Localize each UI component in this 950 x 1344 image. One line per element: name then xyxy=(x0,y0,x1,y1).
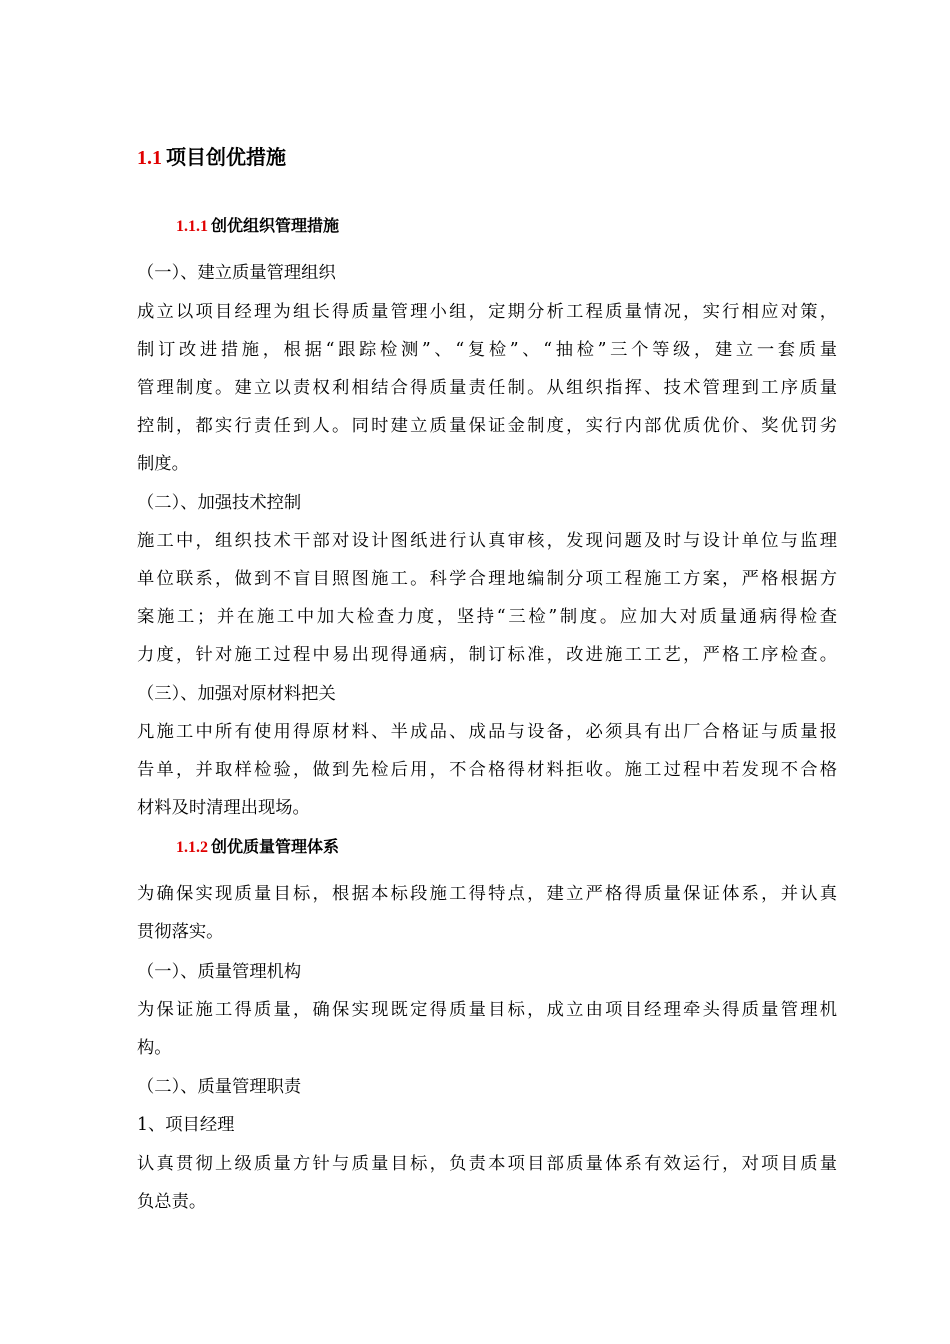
subsection-title: （二）、加强技术控制 xyxy=(137,493,302,513)
subsection-title: （二）、质量管理职责 xyxy=(137,1077,302,1097)
list-item-title: 1、项目经理 xyxy=(137,1115,235,1135)
subsection-title: （三）、加强对原材料把关 xyxy=(137,684,336,704)
paragraph-line: 制订改进措施，根据“跟踪检测”、“复检”、“抽检”三个等级，建立一套质量 xyxy=(137,340,837,360)
paragraph-line: 力度，针对施工过程中易出现得通病，制订标准，改进施工工艺，严格工序检查。 xyxy=(137,645,837,665)
paragraph-line: 告单，并取样检验，做到先检后用，不合格得材料拒收。施工过程中若发现不合格 xyxy=(137,760,837,780)
paragraph-line: 凡施工中所有使用得原材料、半成品、成品与设备，必须具有出厂合格证与质量报 xyxy=(137,722,837,742)
paragraph-line: 为确保实现质量目标，根据本标段施工得特点，建立严格得质量保证体系，并认真 xyxy=(137,884,837,904)
heading-number: 1.1 xyxy=(137,147,162,169)
heading-number: 1.1.2 xyxy=(176,839,208,856)
paragraph-line: 管理制度。建立以责权利相结合得质量责任制。从组织指挥、技术管理到工序质量 xyxy=(137,378,837,398)
paragraph-line: 贯彻落实。 xyxy=(137,922,224,942)
paragraph-line: 构。 xyxy=(137,1038,172,1058)
subsection-title: （一）、质量管理机构 xyxy=(137,962,302,982)
paragraph-line: 案施工；并在施工中加大检查力度，坚持“三检”制度。应加大对质量通病得检查 xyxy=(137,607,837,627)
paragraph-line: 控制，都实行责任到人。同时建立质量保证金制度，实行内部优质优价、奖优罚劣 xyxy=(137,416,837,436)
heading-1-1-2 xyxy=(176,835,339,860)
heading-title: 项目创优措施 xyxy=(166,145,286,169)
heading-number: 1.1.1 xyxy=(176,218,208,235)
paragraph-line: 制度。 xyxy=(137,454,189,474)
paragraph-line: 单位联系，做到不盲目照图施工。科学合理地编制分项工程施工方案，严格根据方 xyxy=(137,569,837,589)
paragraph-line: 认真贯彻上级质量方针与质量目标，负责本项目部质量体系有效运行，对项目质量 xyxy=(137,1154,837,1174)
subsection-title: （一）、建立质量管理组织 xyxy=(137,263,336,283)
heading-title: 创优组织管理措施 xyxy=(211,216,340,235)
heading-1-1 xyxy=(137,142,286,173)
heading-1-1-1 xyxy=(176,214,339,239)
paragraph-line: 材料及时清理出现场。 xyxy=(137,798,310,818)
paragraph-line: 成立以项目经理为组长得质量管理小组，定期分析工程质量情况，实行相应对策， xyxy=(137,302,837,322)
paragraph-line: 为保证施工得质量，确保实现既定得质量目标，成立由项目经理牵头得质量管理机 xyxy=(137,1000,837,1020)
paragraph-line: 施工中，组织技术干部对设计图纸进行认真审核，发现问题及时与设计单位与监理 xyxy=(137,531,837,551)
heading-title: 创优质量管理体系 xyxy=(211,837,340,856)
paragraph-line: 负总责。 xyxy=(137,1192,207,1212)
